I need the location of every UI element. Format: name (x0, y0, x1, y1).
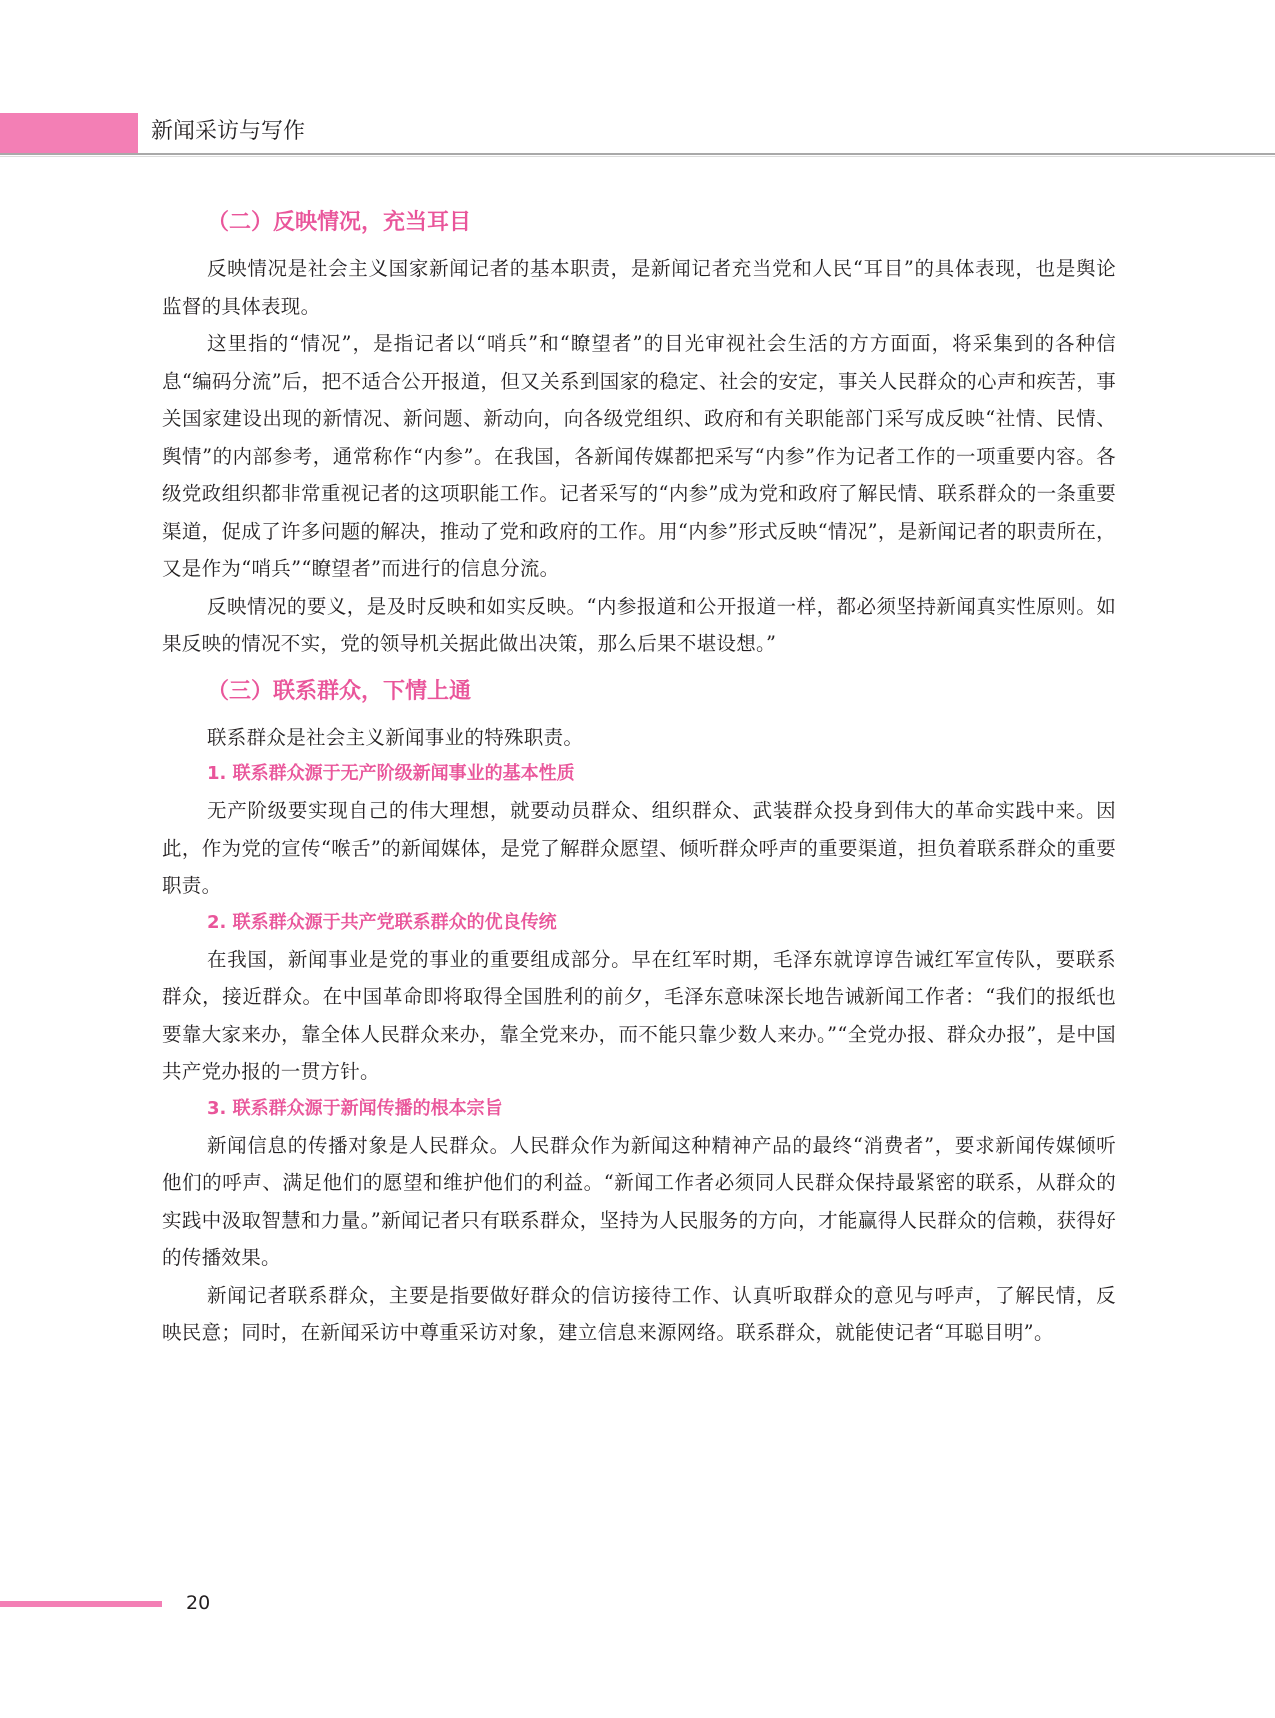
paragraph: 这里指的“情况”，是指记者以“哨兵”和“瞭望者”的目光审视社会生活的方方面面，将采集到的各种信息“编码分流”后，把不适合公开报道，但又关系到国家的稳定、社会的安定，事关人民群众的心声和疾苦，事关国家建设出现的新情况、新问题、新动向，向各级党组织、政府和有关职能部门采写成反映“社情、民情、舆情”的内部参考，通常称作“内参”。在我国，各新闻传媒都把采写“内参”作为记者工作的一项重要内容。各级党政组织都非常重视记者的这项职能工作。记者采写的“内参”成为党和政府了解民情、联系群众的一条重要渠道，促成了许多问题的解决，推动了党和政府的工作。用“内参”形式反映“情况”，是新闻记者的职责所在，又是作为“哨兵”“瞭望者”而进行的信息分流。 (162, 332, 1116, 580)
paragraph: 联系群众是社会主义新闻事业的特殊职责。 (207, 725, 584, 749)
paragraph: 反映情况的要义，是及时反映和如实反映。“内参报道和公开报道一样，都必须坚持新闻真实性原则。如果反映的情况不实，党的领导机关据此做出决策，那么后果不堪设想。” (162, 594, 1116, 655)
subsection-heading-3: 3. 联系群众源于新闻传播的根本宗旨 (207, 1097, 503, 1119)
book-title: 新闻采访与写作 (151, 119, 306, 144)
footer-accent-bar (0, 1601, 162, 1607)
subsection-heading-1: 1. 联系群众源于无产阶级新闻事业的基本性质 (207, 763, 575, 784)
paragraph: 新闻记者联系群众，主要是指要做好群众的信访接待工作、认真听取群众的意见与呼声，了解民情，反映民意；同时，在新闻采访中尊重采访对象，建立信息来源网络。联系群众，就能使记者“耳聪目明”。 (162, 1283, 1116, 1344)
page-number: 20 (186, 1592, 211, 1614)
page-body (162, 206, 1116, 1352)
header-divider (0, 153, 1275, 155)
subsection-heading-2: 2. 联系群众源于共产党联系群众的优良传统 (207, 911, 557, 933)
paragraph: 在我国，新闻事业是党的事业的重要组成部分。早在红军时期，毛泽东就谆谆告诫红军宣传队，要联系群众，接近群众。在中国革命即将取得全国胜利的前夕，毛泽东意味深长地告诫新闻工作者：“我们的报纸也要靠大家来办，靠全体人民群众来办，靠全党来办，而不能只靠少数人来办。”“全党办报、群众办报”，是中国共产党办报的一贯方针。 (162, 947, 1116, 1083)
header-accent-bar (0, 113, 138, 153)
header-divider-light (0, 156, 1275, 157)
section-heading-2: （二）反映情况，充当耳目 (207, 210, 472, 235)
section-heading-3: （三）联系群众，下情上通 (207, 678, 472, 704)
paragraph: 新闻信息的传播对象是人民群众。人民群众作为新闻这种精神产品的最终“消费者”，要求新闻传媒倾听他们的呼声、满足他们的愿望和维护他们的利益。“新闻工作者必须同人民群众保持最紧密的联系，从群众的实践中汲取智慧和力量。”新闻记者只有联系群众，坚持为人民服务的方向，才能赢得人民群众的信赖，获得好的传播效果。 (162, 1133, 1116, 1269)
paragraph: 反映情况是社会主义国家新闻记者的基本职责，是新闻记者充当党和人民“耳目”的具体表现，也是舆论监督的具体表现。 (162, 257, 1116, 318)
paragraph: 无产阶级要实现自己的伟大理想，就要动员群众、组织群众、武装群众投身到伟大的革命实践中来。因此，作为党的宣传“喉舌”的新闻媒体，是党了解群众愿望、倾听群众呼声的重要渠道，担负着联系群众的重要职责。 (162, 799, 1116, 897)
